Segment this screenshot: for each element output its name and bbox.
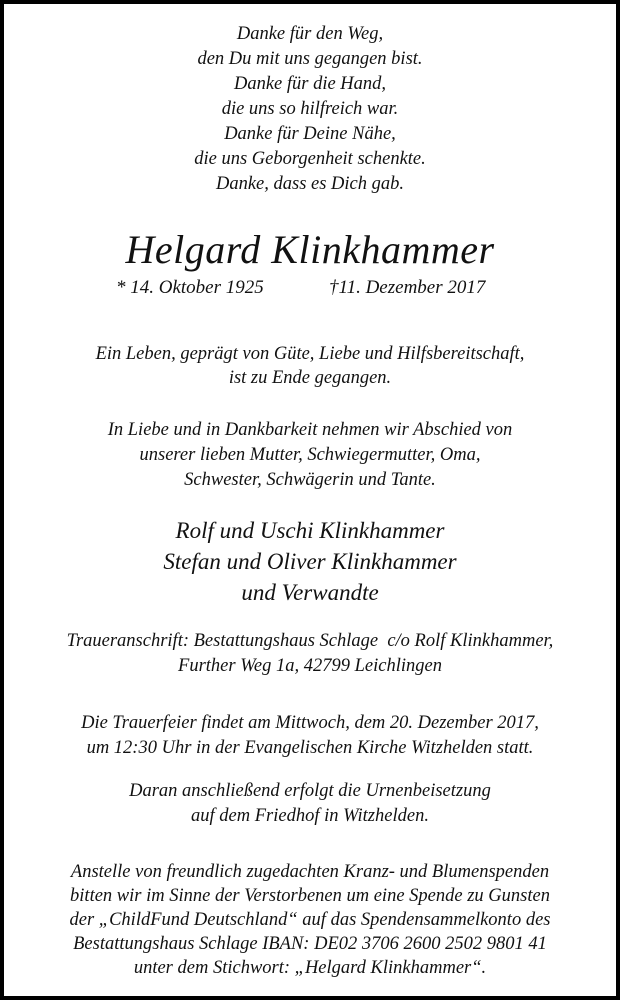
text-line: um 12:30 Uhr in der Evangelischen Kirche Witzhelden statt. <box>86 738 534 758</box>
mourner-line: Stefan und Oliver Klinkhammer <box>163 549 457 574</box>
text-line: Further Weg 1a, 42799 Leichlingen <box>178 656 442 676</box>
deceased-name: Helgard Klinkhammer <box>125 227 495 272</box>
poem-line: Danke, dass es Dich gab. <box>215 174 405 194</box>
mourner-line: und Verwandte <box>241 580 379 605</box>
text-line: auf dem Friedhof in Witzhelden. <box>191 806 429 826</box>
poem-line: Danke für den Weg, <box>236 24 384 44</box>
text-line: der „ChildFund Deutschland“ auf das Spendensammelkonto des <box>69 910 551 930</box>
text-line: ist zu Ende gegangen. <box>228 368 392 388</box>
poem-line: Danke für die Hand, <box>233 74 387 94</box>
poem-line: die uns Geborgenheit schenkte. <box>194 149 426 169</box>
text-line: unter dem Stichwort: „Helgard Klinkhammer“. <box>133 958 487 978</box>
text-line: Schwester, Schwägerin und Tante. <box>184 470 436 490</box>
death-date: †11. Dezember 2017 <box>329 277 486 298</box>
text-line: Bestattungshaus Schlage IBAN: DE02 3706 2600 2502 9801 41 <box>73 934 547 954</box>
text-line: Anstelle von freundlich zugedachten Kranz- und Blumenspenden <box>70 862 550 882</box>
text-line: bitten wir im Sinne der Verstorbenen um eine Spende zu Gunsten <box>70 886 550 906</box>
poem-line: den Du mit uns gegangen bist. <box>197 49 423 69</box>
text-line: Ein Leben, geprägt von Güte, Liebe und Hilfsbereitschaft, <box>95 344 525 364</box>
birth-date: * 14. Oktober 1925 <box>116 277 264 298</box>
poem-line: Danke für Deine Nähe, <box>224 124 396 144</box>
text-line: In Liebe und in Dankbarkeit nehmen wir Abschied von <box>107 420 513 440</box>
text-line: Daran anschließend erfolgt die Urnenbeisetzung <box>129 781 491 801</box>
text-line: Traueranschrift: Bestattungshaus Schlage c/o Rolf Klinkhammer, <box>66 631 554 651</box>
text-line: Die Trauerfeier findet am Mittwoch, dem 20. Dezember 2017, <box>81 713 539 733</box>
poem-line: die uns so hilfreich war. <box>221 99 399 119</box>
mourner-line: Rolf und Uschi Klinkhammer <box>175 518 445 543</box>
text-line: unserer lieben Mutter, Schwiegermutter, Oma, <box>139 445 481 465</box>
